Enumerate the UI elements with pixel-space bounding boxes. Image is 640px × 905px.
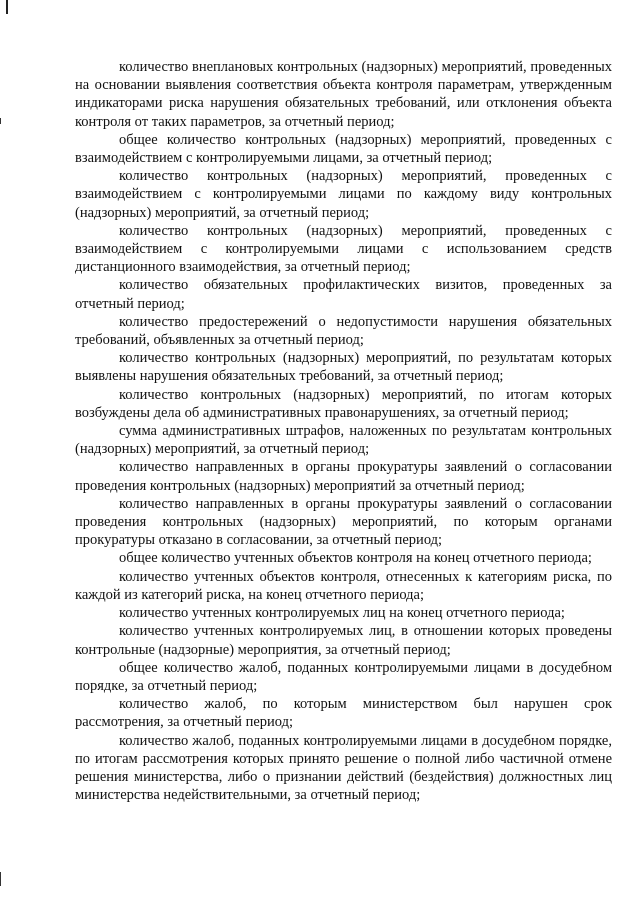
paragraph: количество жалоб, по которым министерством был нарушен срок рассмотрения, за отчетный период; [75, 696, 612, 731]
paragraph: количество обязательных профилактических визитов, проведенных за отчетный период; [75, 277, 612, 312]
paragraph: количество направленных в органы прокуратуры заявлений о согласовании проведения контрольных (надзорных) мероприятий за отчетный период; [75, 459, 612, 494]
paragraph: количество контрольных (надзорных) мероприятий, проведенных с взаимодействием с контролируемыми лицами по каждому виду контрольных (надзорных) мероприятий, за отчетный период; [75, 168, 612, 221]
paragraph: общее количество жалоб, поданных контролируемыми лицами в досудебном порядке, за отчетный период; [75, 659, 612, 694]
document-body [75, 58, 612, 804]
paragraph: количество учтенных контролируемых лиц, в отношении которых проведены контрольные (надзорные) мероприятия, за отчетный период; [75, 623, 612, 658]
paragraph: количество контрольных (надзорных) мероприятий, по результатам которых выявлены нарушения обязательных требований, за отчетный период; [75, 350, 612, 385]
paragraph: количество предостережений о недопустимости нарушения обязательных требований, объявленных за отчетный период; [75, 313, 612, 349]
paragraph: общее количество контрольных (надзорных) мероприятий, проведенных с взаимодействием с контролируемыми лицами, за отчетный период; [75, 131, 612, 167]
paragraph: общее количество учтенных объектов контроля на конец отчетного периода; [119, 550, 592, 567]
paragraph: сумма административных штрафов, наложенных по результатам контрольных (надзорных) мероприятий, за отчетный период; [75, 423, 612, 458]
paragraph: количество контрольных (надзорных) мероприятий, проведенных с взаимодействием с контролируемыми лицами с использованием средств дистанционного взаимодействия, за отчетный период; [75, 222, 612, 276]
paragraph: количество учтенных контролируемых лиц на конец отчетного периода; [119, 605, 565, 622]
paragraph: количество контрольных (надзорных) мероприятий, по итогам которых возбуждены дела об административных правонарушениях, за отчетный период; [75, 386, 612, 421]
paragraph: количество учтенных объектов контроля, отнесенных к категориям риска, по каждой из категорий риска, на конец отчетного периода; [75, 568, 612, 603]
scan-edge-mark [0, 872, 1, 886]
paragraph: количество направленных в органы прокуратуры заявлений о согласовании проведения контрольных (надзорных) мероприятий, по которым органами прокуратуры отказано в согласовании, за отчетный период; [75, 495, 612, 549]
paragraph: количество жалоб, поданных контролируемыми лицами в досудебном порядке, по итогам рассмотрения которых принято решение о полной либо частичной отмене решения министерства, либо о признании действий (бездействия) должностных лиц министерства недействительными, за отчетный период; [75, 732, 612, 804]
paragraph: количество внеплановых контрольных (надзорных) мероприятий, проведенных на основании выявления соответствия объекта контроля параметрам, утвержденным индикаторами риска нарушения обязательных требований, или отклонения объекта контроля от таких параметров, за отчетный период; [75, 59, 612, 130]
scan-edge-mark [0, 118, 1, 124]
scan-corner-mark [6, 0, 8, 14]
